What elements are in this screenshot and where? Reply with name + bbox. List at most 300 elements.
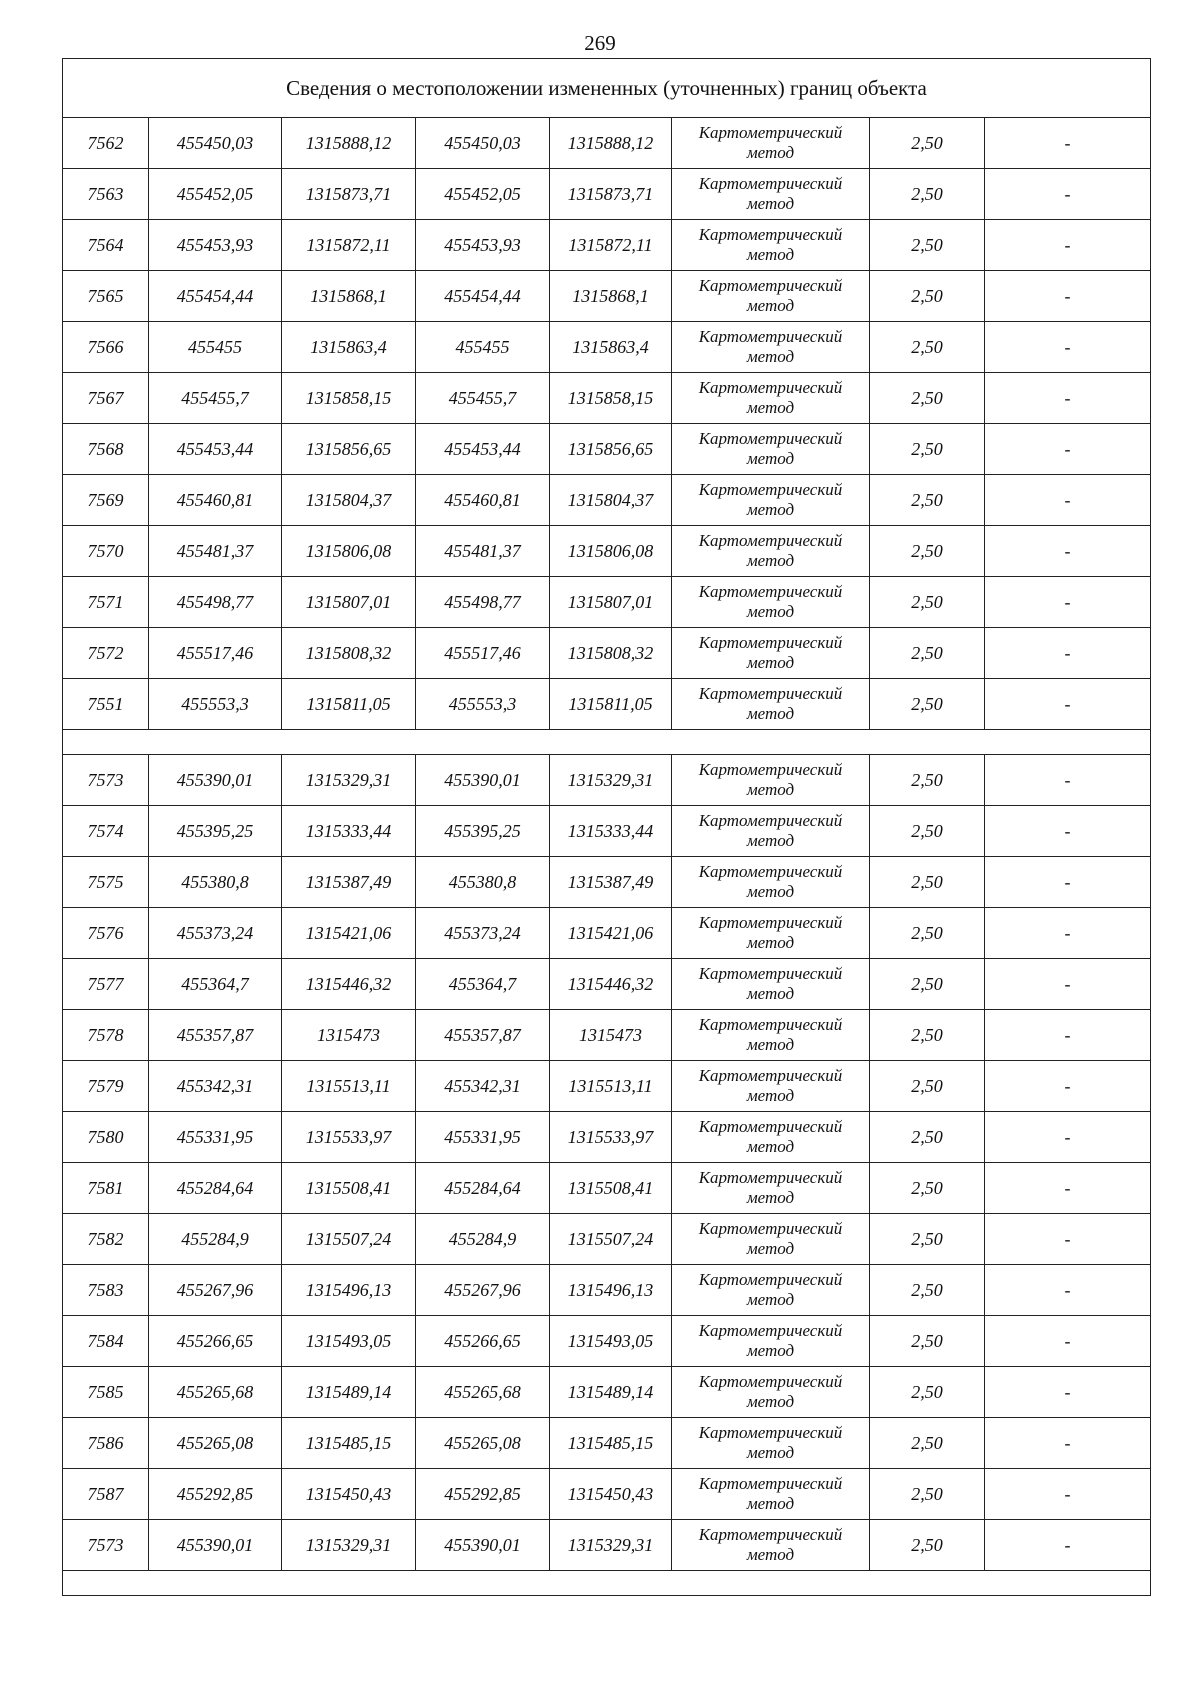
table-row <box>63 806 1151 857</box>
old-x-cell: 455453,93 <box>149 220 282 271</box>
method-line-2: метод <box>746 245 795 264</box>
new-x-cell: 455357,87 <box>416 1010 550 1061</box>
method-cell <box>672 424 870 475</box>
method-cell <box>672 220 870 271</box>
new-y-cell: 1315873,71 <box>550 169 672 220</box>
new-x-cell: 455390,01 <box>416 1520 550 1571</box>
method-line-1: Картометрический <box>698 225 843 244</box>
method-cell <box>672 628 870 679</box>
old-x-cell: 455284,64 <box>149 1163 282 1214</box>
method-line-1: Картометрический <box>698 276 843 295</box>
old-y-cell: 1315387,49 <box>282 857 416 908</box>
accuracy-cell: 2,50 <box>870 1214 985 1265</box>
description-cell: - <box>985 1265 1151 1316</box>
old-x-cell: 455452,05 <box>149 169 282 220</box>
new-y-cell: 1315807,01 <box>550 577 672 628</box>
new-y-cell: 1315489,14 <box>550 1367 672 1418</box>
accuracy-cell: 2,50 <box>870 1367 985 1418</box>
method-cell <box>672 755 870 806</box>
method-cell <box>672 1061 870 1112</box>
method-line-1: Картометрический <box>698 1066 843 1085</box>
old-y-cell: 1315329,31 <box>282 1520 416 1571</box>
new-x-cell: 455267,96 <box>416 1265 550 1316</box>
old-y-cell: 1315493,05 <box>282 1316 416 1367</box>
new-y-cell: 1315888,12 <box>550 118 672 169</box>
new-y-cell: 1315856,65 <box>550 424 672 475</box>
accuracy-cell: 2,50 <box>870 1418 985 1469</box>
method-line-2: метод <box>746 194 795 213</box>
old-y-cell: 1315807,01 <box>282 577 416 628</box>
method-cell <box>672 322 870 373</box>
new-x-cell: 455553,3 <box>416 679 550 730</box>
method-line-2: метод <box>746 1188 795 1207</box>
point-number-cell: 7571 <box>63 577 149 628</box>
method-line-1: Картометрический <box>698 1372 843 1391</box>
old-y-cell: 1315808,32 <box>282 628 416 679</box>
method-line-2: метод <box>746 1290 795 1309</box>
table-title: Сведения о местоположении измененных (уточненных) границ объекта <box>63 59 1151 118</box>
method-line-2: метод <box>746 500 795 519</box>
new-x-cell: 455395,25 <box>416 806 550 857</box>
old-y-cell: 1315496,13 <box>282 1265 416 1316</box>
old-x-cell: 455481,37 <box>149 526 282 577</box>
old-x-cell: 455390,01 <box>149 755 282 806</box>
new-y-cell: 1315387,49 <box>550 857 672 908</box>
method-cell <box>672 526 870 577</box>
description-cell: - <box>985 526 1151 577</box>
method-line-1: Картометрический <box>698 811 843 830</box>
table-row <box>63 1316 1151 1367</box>
method-line-1: Картометрический <box>698 1321 843 1340</box>
point-number-cell: 7564 <box>63 220 149 271</box>
method-cell <box>672 1163 870 1214</box>
old-y-cell: 1315868,1 <box>282 271 416 322</box>
description-cell: - <box>985 220 1151 271</box>
table-row <box>63 755 1151 806</box>
new-y-cell: 1315868,1 <box>550 271 672 322</box>
new-y-cell: 1315808,32 <box>550 628 672 679</box>
table-row <box>63 577 1151 628</box>
accuracy-cell: 2,50 <box>870 806 985 857</box>
point-number-cell: 7568 <box>63 424 149 475</box>
method-line-1: Картометрический <box>698 531 843 550</box>
method-cell <box>672 1367 870 1418</box>
method-line-2: метод <box>746 602 795 621</box>
point-number-cell: 7577 <box>63 959 149 1010</box>
new-y-cell: 1315863,4 <box>550 322 672 373</box>
new-y-cell: 1315507,24 <box>550 1214 672 1265</box>
method-line-1: Картометрический <box>698 174 843 193</box>
method-line-1: Картометрический <box>698 429 843 448</box>
table-row <box>63 1112 1151 1163</box>
accuracy-cell: 2,50 <box>870 424 985 475</box>
method-line-1: Картометрический <box>698 123 843 142</box>
new-y-cell: 1315493,05 <box>550 1316 672 1367</box>
accuracy-cell: 2,50 <box>870 526 985 577</box>
description-cell: - <box>985 271 1151 322</box>
old-x-cell: 455498,77 <box>149 577 282 628</box>
old-y-cell: 1315421,06 <box>282 908 416 959</box>
point-number-cell: 7563 <box>63 169 149 220</box>
method-line-2: метод <box>746 780 795 799</box>
method-line-1: Картометрический <box>698 1168 843 1187</box>
accuracy-cell: 2,50 <box>870 679 985 730</box>
new-x-cell: 455460,81 <box>416 475 550 526</box>
old-x-cell: 455450,03 <box>149 118 282 169</box>
description-cell: - <box>985 1520 1151 1571</box>
new-x-cell: 455454,44 <box>416 271 550 322</box>
new-x-cell: 455380,8 <box>416 857 550 908</box>
method-line-2: метод <box>746 882 795 901</box>
method-line-1: Картометрический <box>698 1117 843 1136</box>
description-cell: - <box>985 424 1151 475</box>
old-y-cell: 1315806,08 <box>282 526 416 577</box>
new-x-cell: 455453,93 <box>416 220 550 271</box>
point-number-cell: 7566 <box>63 322 149 373</box>
old-y-cell: 1315485,15 <box>282 1418 416 1469</box>
description-cell: - <box>985 1061 1151 1112</box>
method-cell <box>672 857 870 908</box>
old-y-cell: 1315863,4 <box>282 322 416 373</box>
table-row <box>63 118 1151 169</box>
table-row <box>63 373 1151 424</box>
method-line-2: метод <box>746 1392 795 1411</box>
method-line-2: метод <box>746 1443 795 1462</box>
table-row <box>63 857 1151 908</box>
method-line-2: метод <box>746 551 795 570</box>
method-cell <box>672 959 870 1010</box>
point-number-cell: 7574 <box>63 806 149 857</box>
old-x-cell: 455267,96 <box>149 1265 282 1316</box>
old-y-cell: 1315329,31 <box>282 755 416 806</box>
old-y-cell: 1315507,24 <box>282 1214 416 1265</box>
description-cell: - <box>985 1469 1151 1520</box>
description-cell: - <box>985 322 1151 373</box>
point-number-cell: 7569 <box>63 475 149 526</box>
method-line-1: Картометрический <box>698 480 843 499</box>
method-line-2: метод <box>746 1137 795 1156</box>
new-x-cell: 455292,85 <box>416 1469 550 1520</box>
description-cell: - <box>985 475 1151 526</box>
new-y-cell: 1315496,13 <box>550 1265 672 1316</box>
description-cell: - <box>985 1418 1151 1469</box>
accuracy-cell: 2,50 <box>870 908 985 959</box>
table-row <box>63 679 1151 730</box>
table-row <box>63 1469 1151 1520</box>
old-y-cell: 1315872,11 <box>282 220 416 271</box>
new-y-cell: 1315872,11 <box>550 220 672 271</box>
old-y-cell: 1315856,65 <box>282 424 416 475</box>
accuracy-cell: 2,50 <box>870 169 985 220</box>
point-number-cell: 7587 <box>63 1469 149 1520</box>
method-cell <box>672 373 870 424</box>
old-x-cell: 455266,65 <box>149 1316 282 1367</box>
old-y-cell: 1315333,44 <box>282 806 416 857</box>
point-number-cell: 7580 <box>63 1112 149 1163</box>
description-cell: - <box>985 755 1151 806</box>
new-x-cell: 455453,44 <box>416 424 550 475</box>
method-line-2: метод <box>746 449 795 468</box>
boundary-coordinates-table <box>62 58 1151 1596</box>
point-number-cell: 7573 <box>63 1520 149 1571</box>
new-x-cell: 455265,08 <box>416 1418 550 1469</box>
description-cell: - <box>985 857 1151 908</box>
table-row <box>63 959 1151 1010</box>
method-line-2: метод <box>746 1494 795 1513</box>
method-line-2: метод <box>746 704 795 723</box>
old-x-cell: 455517,46 <box>149 628 282 679</box>
group-separator-row-cell <box>63 730 1151 755</box>
accuracy-cell: 2,50 <box>870 1010 985 1061</box>
table-row <box>63 220 1151 271</box>
point-number-cell: 7570 <box>63 526 149 577</box>
old-x-cell: 455553,3 <box>149 679 282 730</box>
description-cell: - <box>985 373 1151 424</box>
description-cell: - <box>985 1214 1151 1265</box>
table-row <box>63 1010 1151 1061</box>
old-y-cell: 1315888,12 <box>282 118 416 169</box>
page-number: 269 <box>584 31 616 55</box>
new-y-cell: 1315333,44 <box>550 806 672 857</box>
method-line-1: Картометрический <box>698 760 843 779</box>
old-y-cell: 1315873,71 <box>282 169 416 220</box>
new-y-cell: 1315329,31 <box>550 755 672 806</box>
old-x-cell: 455390,01 <box>149 1520 282 1571</box>
accuracy-cell: 2,50 <box>870 1469 985 1520</box>
description-cell: - <box>985 1163 1151 1214</box>
accuracy-cell: 2,50 <box>870 628 985 679</box>
accuracy-cell: 2,50 <box>870 118 985 169</box>
new-x-cell: 455284,9 <box>416 1214 550 1265</box>
point-number-cell: 7584 <box>63 1316 149 1367</box>
description-cell: - <box>985 806 1151 857</box>
old-y-cell: 1315533,97 <box>282 1112 416 1163</box>
method-line-2: метод <box>746 347 795 366</box>
method-cell <box>672 577 870 628</box>
method-cell <box>672 1469 870 1520</box>
method-line-1: Картометрический <box>698 327 843 346</box>
method-line-1: Картометрический <box>698 1474 843 1493</box>
point-number-cell: 7567 <box>63 373 149 424</box>
method-line-1: Картометрический <box>698 582 843 601</box>
point-number-cell: 7582 <box>63 1214 149 1265</box>
accuracy-cell: 2,50 <box>870 755 985 806</box>
method-cell <box>672 271 870 322</box>
table-row <box>63 1265 1151 1316</box>
old-y-cell: 1315804,37 <box>282 475 416 526</box>
description-cell: - <box>985 577 1151 628</box>
table-row <box>63 1163 1151 1214</box>
old-y-cell: 1315450,43 <box>282 1469 416 1520</box>
new-x-cell: 455265,68 <box>416 1367 550 1418</box>
old-y-cell: 1315446,32 <box>282 959 416 1010</box>
point-number-cell: 7562 <box>63 118 149 169</box>
new-y-cell: 1315421,06 <box>550 908 672 959</box>
group-separator-row <box>63 730 1151 755</box>
method-line-2: метод <box>746 1239 795 1258</box>
new-y-cell: 1315485,15 <box>550 1418 672 1469</box>
description-cell: - <box>985 959 1151 1010</box>
old-x-cell: 455364,7 <box>149 959 282 1010</box>
new-x-cell: 455452,05 <box>416 169 550 220</box>
method-cell <box>672 1520 870 1571</box>
method-line-2: метод <box>746 1341 795 1360</box>
point-number-cell: 7579 <box>63 1061 149 1112</box>
method-line-1: Картометрический <box>698 378 843 397</box>
method-line-2: метод <box>746 831 795 850</box>
table-row <box>63 1214 1151 1265</box>
accuracy-cell: 2,50 <box>870 1163 985 1214</box>
new-x-cell: 455284,64 <box>416 1163 550 1214</box>
point-number-cell: 7581 <box>63 1163 149 1214</box>
method-line-1: Картометрический <box>698 913 843 932</box>
new-y-cell: 1315804,37 <box>550 475 672 526</box>
table-row <box>63 908 1151 959</box>
accuracy-cell: 2,50 <box>870 1112 985 1163</box>
description-cell: - <box>985 169 1151 220</box>
table-end-row <box>63 1571 1151 1596</box>
table-row <box>63 628 1151 679</box>
method-line-1: Картометрический <box>698 862 843 881</box>
method-cell <box>672 1418 870 1469</box>
method-cell <box>672 908 870 959</box>
point-number-cell: 7573 <box>63 755 149 806</box>
method-cell <box>672 118 870 169</box>
method-cell <box>672 1316 870 1367</box>
table-row <box>63 1520 1151 1571</box>
method-line-2: метод <box>746 1545 795 1564</box>
old-x-cell: 455265,08 <box>149 1418 282 1469</box>
accuracy-cell: 2,50 <box>870 475 985 526</box>
new-x-cell: 455455 <box>416 322 550 373</box>
point-number-cell: 7565 <box>63 271 149 322</box>
new-x-cell: 455390,01 <box>416 755 550 806</box>
new-y-cell: 1315806,08 <box>550 526 672 577</box>
description-cell: - <box>985 1112 1151 1163</box>
old-x-cell: 455455,7 <box>149 373 282 424</box>
old-y-cell: 1315811,05 <box>282 679 416 730</box>
new-y-cell: 1315473 <box>550 1010 672 1061</box>
method-cell <box>672 169 870 220</box>
point-number-cell: 7586 <box>63 1418 149 1469</box>
method-line-1: Картометрический <box>698 684 843 703</box>
accuracy-cell: 2,50 <box>870 322 985 373</box>
new-y-cell: 1315508,41 <box>550 1163 672 1214</box>
old-x-cell: 455395,25 <box>149 806 282 857</box>
method-cell <box>672 1214 870 1265</box>
accuracy-cell: 2,50 <box>870 1265 985 1316</box>
table-row <box>63 322 1151 373</box>
point-number-cell: 7585 <box>63 1367 149 1418</box>
method-line-2: метод <box>746 984 795 1003</box>
old-x-cell: 455460,81 <box>149 475 282 526</box>
table-end-row-cell <box>63 1571 1151 1596</box>
old-x-cell: 455454,44 <box>149 271 282 322</box>
description-cell: - <box>985 1367 1151 1418</box>
old-y-cell: 1315508,41 <box>282 1163 416 1214</box>
accuracy-cell: 2,50 <box>870 220 985 271</box>
new-x-cell: 455481,37 <box>416 526 550 577</box>
old-x-cell: 455380,8 <box>149 857 282 908</box>
accuracy-cell: 2,50 <box>870 1316 985 1367</box>
method-cell <box>672 806 870 857</box>
old-x-cell: 455357,87 <box>149 1010 282 1061</box>
new-y-cell: 1315533,97 <box>550 1112 672 1163</box>
new-x-cell: 455331,95 <box>416 1112 550 1163</box>
new-x-cell: 455517,46 <box>416 628 550 679</box>
old-x-cell: 455342,31 <box>149 1061 282 1112</box>
method-line-2: метод <box>746 296 795 315</box>
accuracy-cell: 2,50 <box>870 959 985 1010</box>
new-y-cell: 1315858,15 <box>550 373 672 424</box>
point-number-cell: 7551 <box>63 679 149 730</box>
method-line-1: Картометрический <box>698 964 843 983</box>
old-x-cell: 455284,9 <box>149 1214 282 1265</box>
description-cell: - <box>985 908 1151 959</box>
table-row <box>63 526 1151 577</box>
old-x-cell: 455373,24 <box>149 908 282 959</box>
method-cell <box>672 1112 870 1163</box>
point-number-cell: 7576 <box>63 908 149 959</box>
method-line-1: Картометрический <box>698 633 843 652</box>
old-x-cell: 455331,95 <box>149 1112 282 1163</box>
accuracy-cell: 2,50 <box>870 271 985 322</box>
accuracy-cell: 2,50 <box>870 1061 985 1112</box>
method-line-1: Картометрический <box>698 1525 843 1544</box>
old-x-cell: 455265,68 <box>149 1367 282 1418</box>
new-x-cell: 455364,7 <box>416 959 550 1010</box>
new-x-cell: 455342,31 <box>416 1061 550 1112</box>
method-line-2: метод <box>746 933 795 952</box>
method-line-1: Картометрический <box>698 1423 843 1442</box>
new-y-cell: 1315329,31 <box>550 1520 672 1571</box>
description-cell: - <box>985 679 1151 730</box>
method-line-1: Картометрический <box>698 1015 843 1034</box>
method-line-2: метод <box>746 1086 795 1105</box>
method-line-2: метод <box>746 1035 795 1054</box>
new-y-cell: 1315446,32 <box>550 959 672 1010</box>
method-line-2: метод <box>746 143 795 162</box>
old-x-cell: 455292,85 <box>149 1469 282 1520</box>
table-row <box>63 475 1151 526</box>
accuracy-cell: 2,50 <box>870 373 985 424</box>
description-cell: - <box>985 1010 1151 1061</box>
method-cell <box>672 475 870 526</box>
old-y-cell: 1315489,14 <box>282 1367 416 1418</box>
point-number-cell: 7578 <box>63 1010 149 1061</box>
description-cell: - <box>985 118 1151 169</box>
old-y-cell: 1315858,15 <box>282 373 416 424</box>
new-x-cell: 455266,65 <box>416 1316 550 1367</box>
table-title-row <box>63 59 1151 118</box>
point-number-cell: 7575 <box>63 857 149 908</box>
new-y-cell: 1315811,05 <box>550 679 672 730</box>
old-x-cell: 455455 <box>149 322 282 373</box>
accuracy-cell: 2,50 <box>870 1520 985 1571</box>
old-y-cell: 1315513,11 <box>282 1061 416 1112</box>
old-y-cell: 1315473 <box>282 1010 416 1061</box>
method-line-1: Картометрический <box>698 1219 843 1238</box>
description-cell: - <box>985 628 1151 679</box>
table-row <box>63 1061 1151 1112</box>
old-x-cell: 455453,44 <box>149 424 282 475</box>
accuracy-cell: 2,50 <box>870 577 985 628</box>
new-y-cell: 1315450,43 <box>550 1469 672 1520</box>
method-line-1: Картометрический <box>698 1270 843 1289</box>
table-row <box>63 424 1151 475</box>
accuracy-cell: 2,50 <box>870 857 985 908</box>
new-x-cell: 455373,24 <box>416 908 550 959</box>
